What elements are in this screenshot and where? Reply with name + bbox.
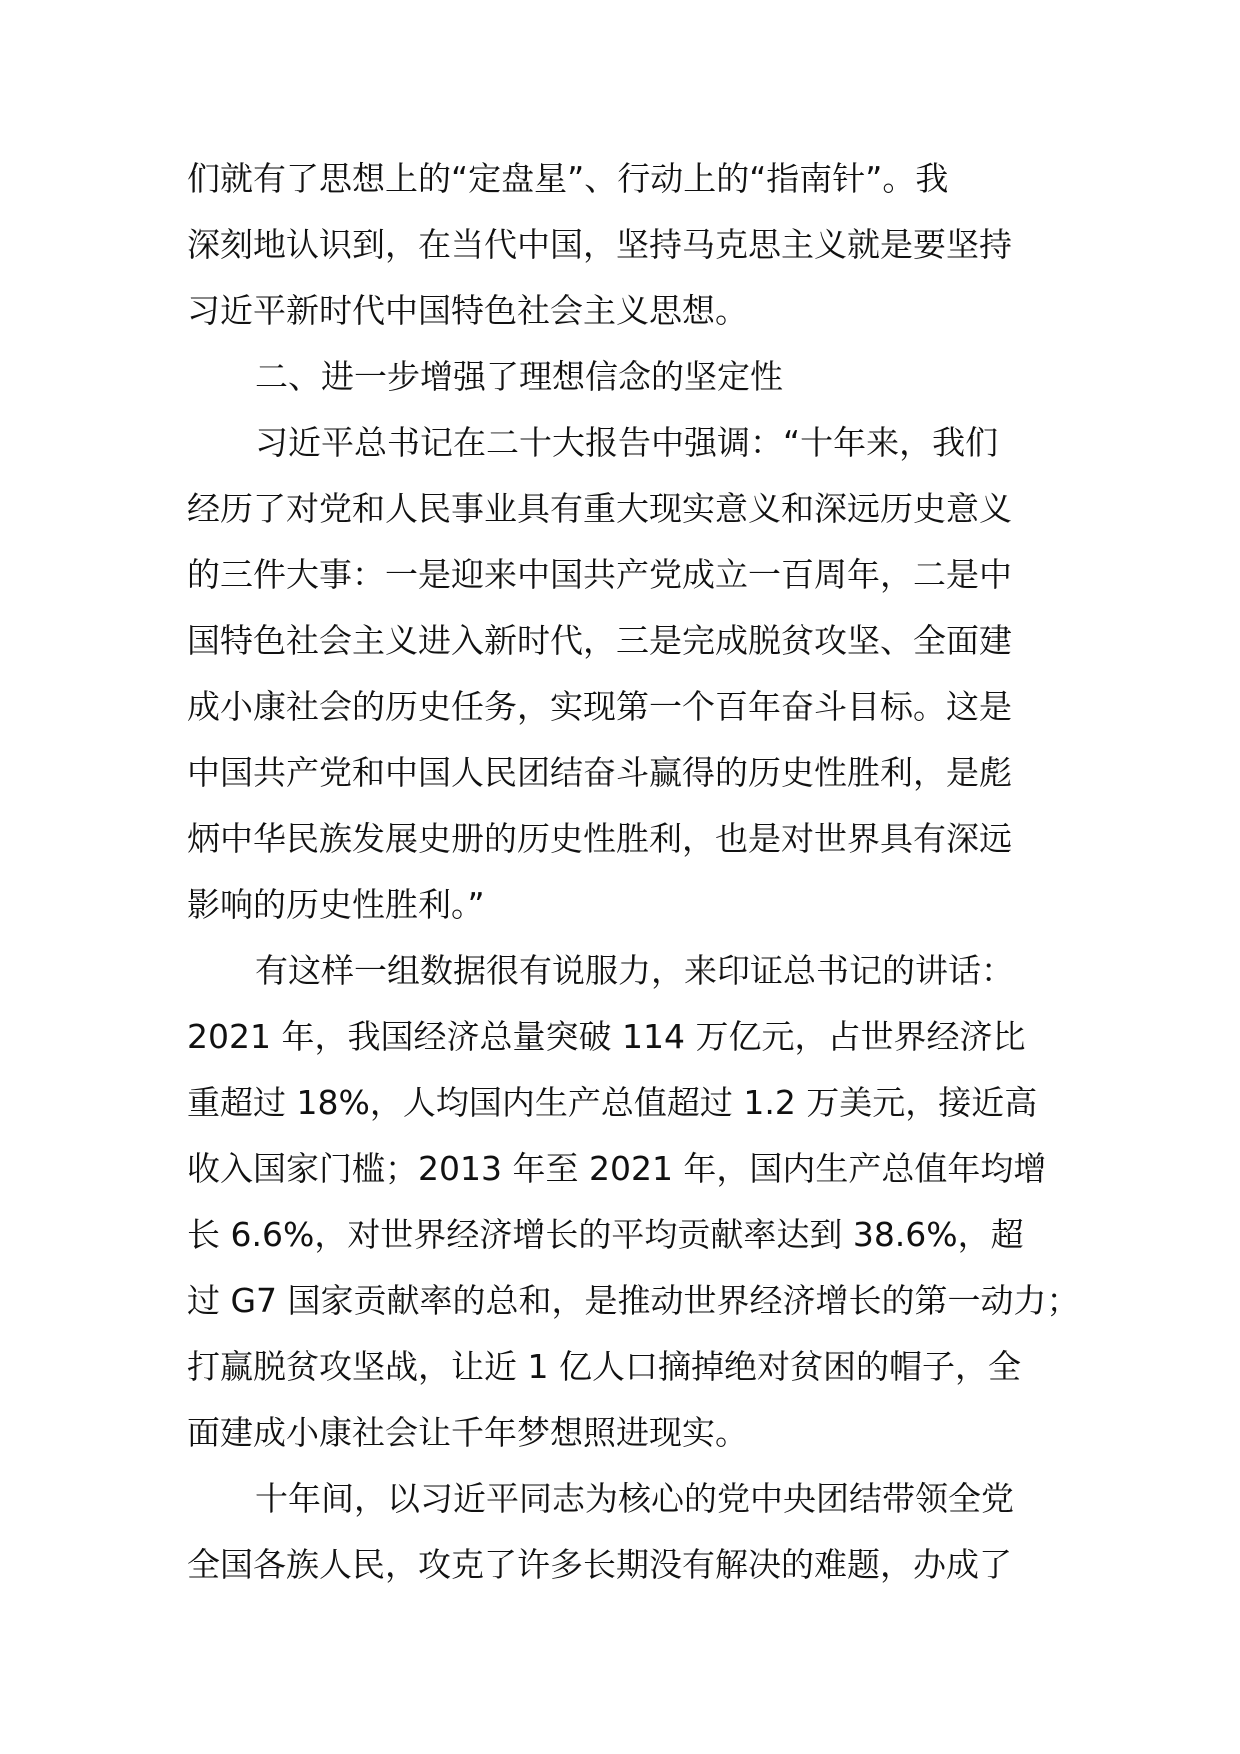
section-heading: 二、进一步增强了理想信念的坚定性 (255, 357, 783, 396)
text-line: 中国共产党和中国人民团结奋斗赢得的历史性胜利，是彪 (187, 753, 1012, 792)
text-line: 的三件大事：一是迎来中国共产党成立一百周年，二是中 (187, 555, 1012, 594)
text-line: 炳中华民族发展史册的历史性胜利，也是对世界具有深远 (187, 819, 1012, 858)
text-line: 国特色社会主义进入新时代，三是完成脱贫攻坚、全面建 (187, 621, 1012, 660)
text-line: 面建成小康社会让千年梦想照进现实。 (187, 1413, 748, 1452)
text-line: 经历了对党和人民事业具有重大现实意义和深远历史意义 (187, 489, 1012, 528)
text-line: 深刻地认识到，在当代中国，坚持马克思主义就是要坚持 (187, 225, 1012, 264)
text-line: 有这样一组数据很有说服力，来印证总书记的讲话： (255, 951, 1014, 990)
text-line: 们就有了思想上的“定盘星”、行动上的“指南针”。我 (187, 159, 949, 198)
text-line: 打赢脱贫攻坚战，让近 1 亿人口摘掉绝对贫困的帽子，全 (187, 1347, 1021, 1386)
text-line: 习近平新时代中国特色社会主义思想。 (187, 291, 748, 330)
text-line: 十年间，以习近平同志为核心的党中央团结带领全党 (255, 1479, 1014, 1518)
text-line: 过 G7 国家贡献率的总和，是推动世界经济增长的第一动力； (187, 1281, 1080, 1320)
text-line: 习近平总书记在二十大报告中强调：“十年来，我们 (255, 423, 999, 462)
text-line: 影响的历史性胜利。” (187, 885, 485, 924)
text-line: 重超过 18%，人均国内生产总值超过 1.2 万美元，接近高 (187, 1083, 1038, 1122)
text-line: 收入国家门槛；2013 年至 2021 年，国内生产总值年均增 (187, 1149, 1047, 1188)
document-page (187, 146, 1080, 1598)
text-line: 全国各族人民，攻克了许多长期没有解决的难题，办成了 (187, 1545, 1012, 1584)
text-line: 2021 年，我国经济总量突破 114 万亿元，占世界经济比 (187, 1017, 1026, 1056)
text-line: 长 6.6%，对世界经济增长的平均贡献率达到 38.6%，超 (187, 1215, 1024, 1254)
text-line: 成小康社会的历史任务，实现第一个百年奋斗目标。这是 (187, 687, 1012, 726)
